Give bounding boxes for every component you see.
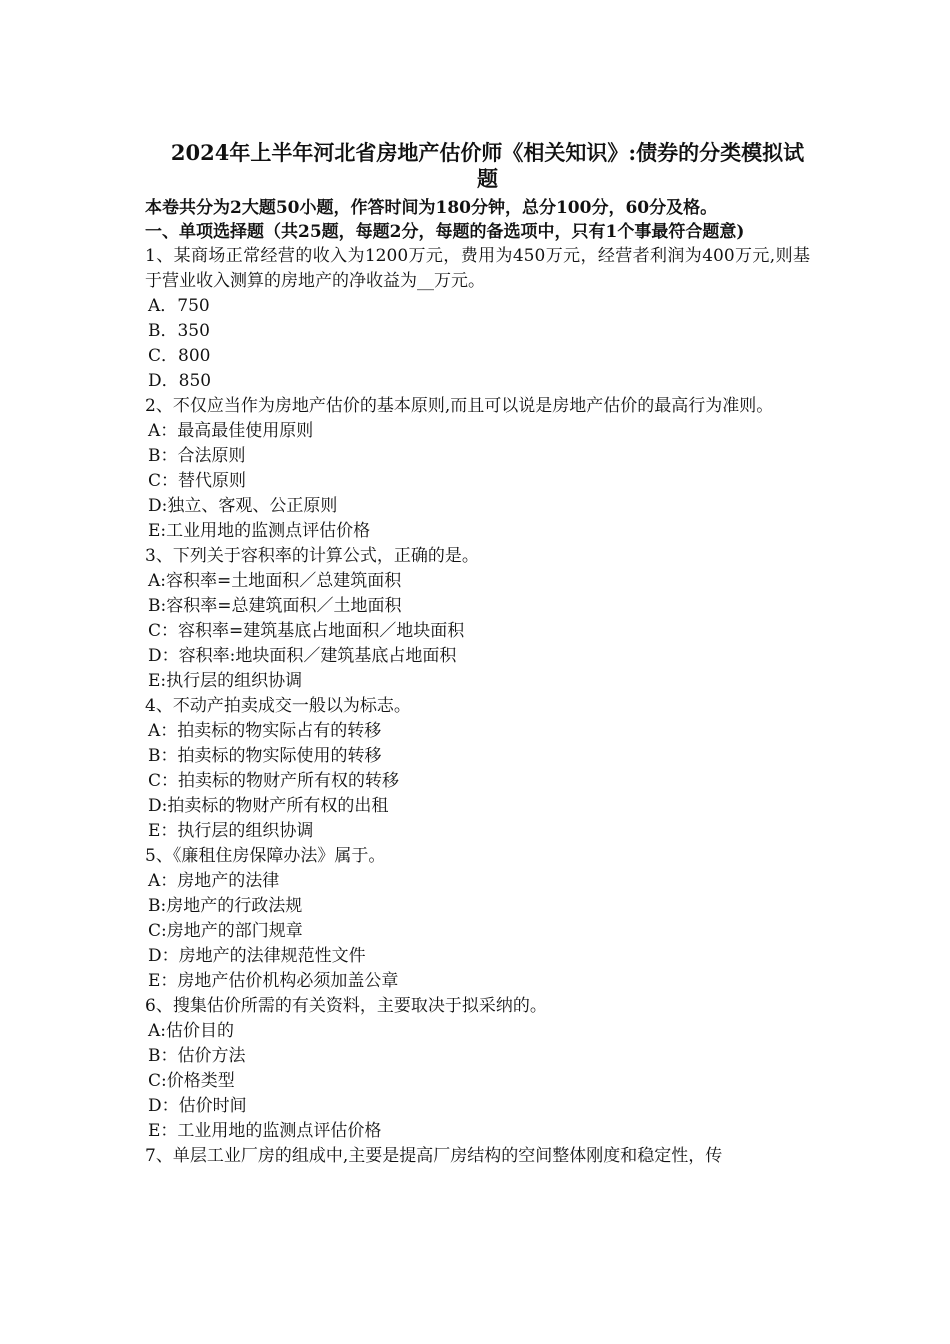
question-1 [145, 244, 810, 394]
question-stem: 5、《廉租住房保障办法》属于。 [145, 846, 386, 866]
option-b: B：估价方法 [148, 1046, 246, 1066]
question-stem: 3、下列关于容积率的计算公式，正确的是。 [145, 546, 479, 566]
option-e: E：工业用地的监测点评估价格 [148, 1121, 382, 1141]
option-b: B．350 [148, 321, 210, 341]
question-stem: 7、单层工业厂房的组成中,主要是提高厂房结构的空间整体刚度和稳定性，传 [145, 1146, 723, 1166]
question-6 [145, 994, 810, 1144]
option-a: A：房地产的法律 [148, 871, 280, 891]
option-d: D．850 [148, 371, 212, 391]
question-stem: 1、某商场正常经营的收入为1200万元，费用为450万元，经营者利润为400万元,则基于营业收入测算的房地产的净收益为__万元。 [145, 246, 810, 291]
question-3 [145, 544, 810, 694]
question-7 [145, 1144, 810, 1169]
option-a: A．750 [148, 296, 210, 316]
option-e: E:执行层的组织协调 [148, 671, 303, 691]
option-c: C：容积率=建筑基底占地面积／地块面积 [148, 621, 465, 641]
question-2 [145, 394, 810, 544]
option-d: D:独立、客观、公正原则 [148, 496, 338, 516]
question-stem: 2、不仅应当作为房地产估价的基本原则,而且可以说是房地产估价的最高行为准则。 [145, 396, 774, 416]
question-4 [145, 694, 810, 844]
option-c: C:房地产的部门规章 [148, 921, 303, 941]
option-d: D：房地产的法律规范性文件 [148, 946, 366, 966]
option-c: C:价格类型 [148, 1071, 235, 1091]
option-d: D：估价时间 [148, 1096, 247, 1116]
option-e: E：执行层的组织协调 [148, 821, 314, 841]
option-e: E:工业用地的监测点评估价格 [148, 521, 371, 541]
question-stem: 6、搜集估价所需的有关资料，主要取决于拟采纳的。 [145, 996, 547, 1016]
section-heading: 一、单项选择题（共25题，每题2分，每题的备选项中，只有1个事最符合题意) [145, 222, 745, 242]
exam-intro: 本卷共分为2大题50小题，作答时间为180分钟，总分100分，60分及格。 [145, 198, 718, 218]
option-c: C：替代原则 [148, 471, 247, 491]
option-b: B:容积率=总建筑面积／土地面积 [148, 596, 402, 616]
option-c: C．800 [148, 346, 211, 366]
option-c: C：拍卖标的物财产所有权的转移 [148, 771, 400, 791]
option-b: B:房地产的行政法规 [148, 896, 303, 916]
option-d: D:拍卖标的物财产所有权的出租 [148, 796, 389, 816]
option-a: A:容积率=土地面积／总建筑面积 [148, 571, 402, 591]
option-a: A：拍卖标的物实际占有的转移 [148, 721, 382, 741]
question-5 [145, 844, 810, 994]
option-d: D：容积率:地块面积／建筑基底占地面积 [148, 646, 457, 666]
option-a: A：最高最佳使用原则 [148, 421, 314, 441]
option-b: B：合法原则 [148, 446, 246, 466]
option-b: B：拍卖标的物实际使用的转移 [148, 746, 382, 766]
option-e: E：房地产估价机构必须加盖公章 [148, 971, 399, 991]
option-a: A:估价目的 [148, 1021, 235, 1041]
document-page [145, 140, 810, 1169]
question-stem: 4、不动产拍卖成交一般以为标志。 [145, 696, 411, 716]
document-title: 2024年上半年河北省房地产估价师《相关知识》:债券的分类模拟试题 [170, 140, 805, 191]
